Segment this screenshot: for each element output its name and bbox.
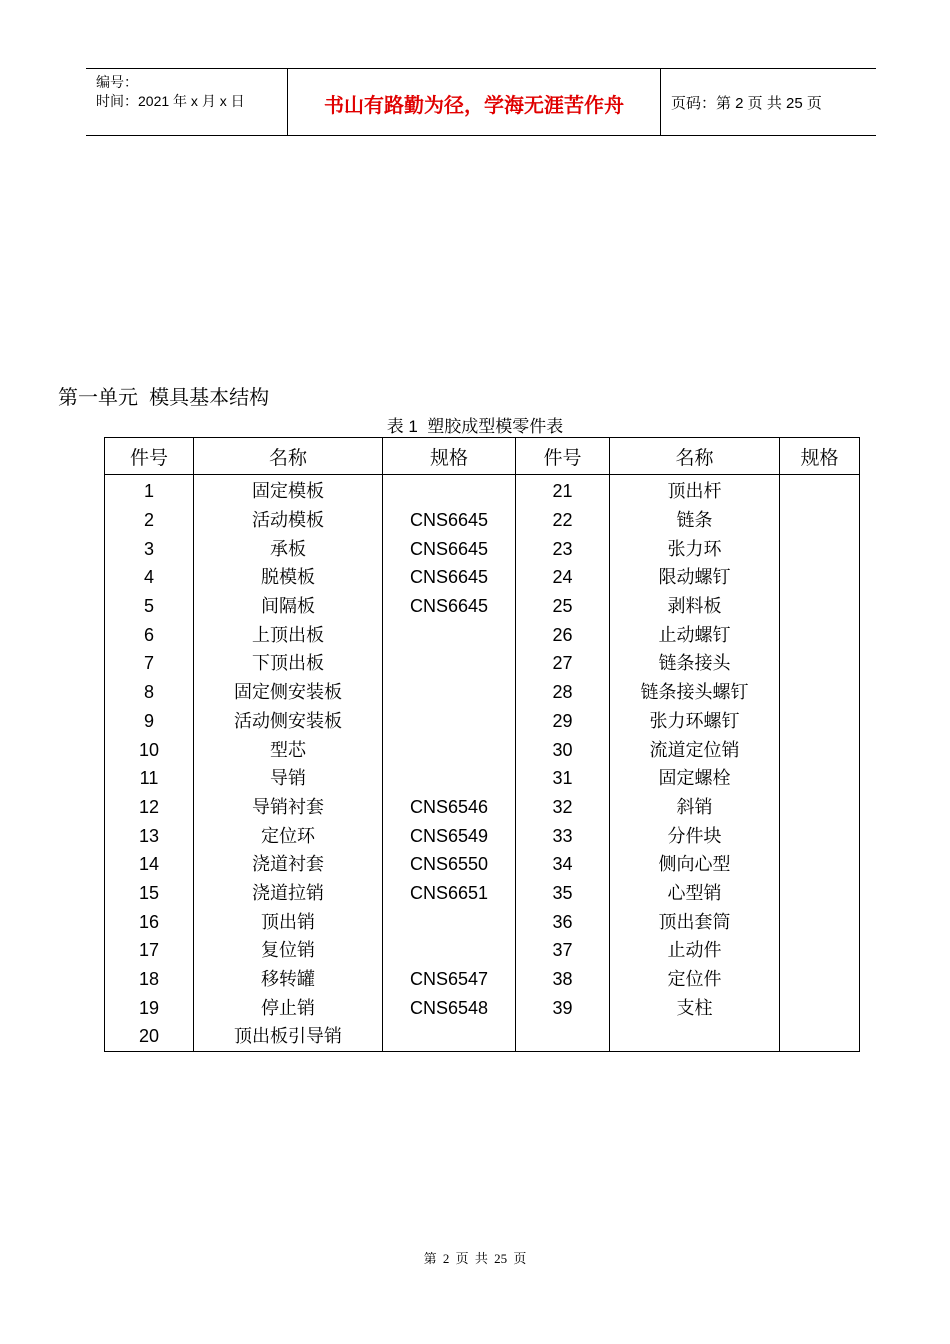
table-row (105, 506, 860, 535)
cell-part-no: 4 (105, 563, 194, 592)
cell-name: 停止销 (194, 993, 383, 1022)
cell-name: 心型销 (610, 879, 780, 908)
table-row (105, 1022, 860, 1051)
cell-part-no: 36 (516, 907, 610, 936)
serial-number-label: 编号： (96, 74, 138, 90)
cell-spec (780, 879, 860, 908)
cell-part-no: 20 (105, 1022, 194, 1051)
cell-name: 型芯 (194, 735, 383, 764)
cell-part-no: 34 (516, 850, 610, 879)
cell-spec (780, 793, 860, 822)
cell-part-no: 22 (516, 506, 610, 535)
cell-part-no: 30 (516, 735, 610, 764)
cell-spec (383, 649, 516, 678)
cell-spec (780, 821, 860, 850)
cell-part-no: 26 (516, 620, 610, 649)
cell-part-no: 39 (516, 993, 610, 1022)
cell-part-no: 6 (105, 620, 194, 649)
table-row (105, 620, 860, 649)
table-row (105, 793, 860, 822)
section-title: 第一单元 模具基本结构 (58, 387, 270, 409)
cell-part-no: 14 (105, 850, 194, 879)
header-meta (86, 69, 288, 135)
cell-spec: CNS6547 (383, 965, 516, 994)
table-row (105, 850, 860, 879)
cell-spec (780, 907, 860, 936)
cell-part-no: 27 (516, 649, 610, 678)
cell-spec (780, 735, 860, 764)
cell-name: 分件块 (610, 821, 780, 850)
cell-spec (780, 592, 860, 621)
cell-part-no: 24 (516, 563, 610, 592)
cell-name: 止动螺钉 (610, 620, 780, 649)
cell-part-no: 31 (516, 764, 610, 793)
cell-spec: CNS6549 (383, 821, 516, 850)
cell-spec (383, 475, 516, 506)
cell-spec (780, 620, 860, 649)
cell-spec (780, 678, 860, 707)
cell-part-no: 13 (105, 821, 194, 850)
cell-name: 间隔板 (194, 592, 383, 621)
cell-name: 限动螺钉 (610, 563, 780, 592)
date-label: 时间：2021 年 x 月 x 日 (96, 93, 245, 109)
cell-part-no: 5 (105, 592, 194, 621)
cell-part-no: 15 (105, 879, 194, 908)
cell-name: 活动模板 (194, 506, 383, 535)
cell-spec (383, 620, 516, 649)
cell-spec: CNS6645 (383, 506, 516, 535)
cell-name: 支柱 (610, 993, 780, 1022)
table-row (105, 993, 860, 1022)
cell-part-no: 9 (105, 707, 194, 736)
cell-part-no: 23 (516, 534, 610, 563)
column-header-name: 名称 (610, 438, 780, 475)
cell-name: 浇道衬套 (194, 850, 383, 879)
cell-spec (780, 1022, 860, 1051)
cell-spec (383, 707, 516, 736)
table-row (105, 821, 860, 850)
table-row (105, 475, 860, 506)
cell-spec (780, 534, 860, 563)
table-body (105, 475, 860, 1052)
cell-part-no: 3 (105, 534, 194, 563)
cell-part-no: 7 (105, 649, 194, 678)
cell-name (610, 1022, 780, 1051)
cell-part-no: 2 (105, 506, 194, 535)
cell-part-no: 33 (516, 821, 610, 850)
column-header-name: 名称 (194, 438, 383, 475)
header-page-number: 页码：第 2 页 共 25 页 (671, 94, 822, 112)
cell-part-no: 12 (105, 793, 194, 822)
cell-name: 固定模板 (194, 475, 383, 506)
cell-spec (780, 563, 860, 592)
cell-name: 顶出套筒 (610, 907, 780, 936)
cell-spec: CNS6645 (383, 534, 516, 563)
table-row (105, 707, 860, 736)
table-row (105, 735, 860, 764)
table-row (105, 907, 860, 936)
cell-name: 导销衬套 (194, 793, 383, 822)
cell-name: 张力环螺钉 (610, 707, 780, 736)
column-header-spec: 规格 (780, 438, 860, 475)
cell-spec (780, 475, 860, 506)
cell-spec: CNS6546 (383, 793, 516, 822)
cell-spec (780, 936, 860, 965)
cell-part-no: 17 (105, 936, 194, 965)
cell-part-no: 28 (516, 678, 610, 707)
cell-spec (383, 936, 516, 965)
cell-part-no: 1 (105, 475, 194, 506)
cell-part-no: 32 (516, 793, 610, 822)
table-header-row (105, 438, 860, 475)
table-row (105, 879, 860, 908)
table-row (105, 764, 860, 793)
cell-name: 复位销 (194, 936, 383, 965)
cell-spec: CNS6645 (383, 563, 516, 592)
table-row (105, 678, 860, 707)
cell-name: 导销 (194, 764, 383, 793)
cell-name: 下顶出板 (194, 649, 383, 678)
header-motto: 书山有路勤为径，学海无涯苦作舟 (288, 69, 661, 135)
cell-spec: CNS6645 (383, 592, 516, 621)
cell-name: 张力环 (610, 534, 780, 563)
cell-name: 浇道拉销 (194, 879, 383, 908)
cell-name: 斜销 (610, 793, 780, 822)
cell-part-no: 10 (105, 735, 194, 764)
cell-spec (383, 764, 516, 793)
cell-part-no: 11 (105, 764, 194, 793)
cell-spec (383, 678, 516, 707)
cell-name: 流道定位销 (610, 735, 780, 764)
cell-spec (780, 850, 860, 879)
cell-spec (780, 506, 860, 535)
cell-spec: CNS6651 (383, 879, 516, 908)
cell-part-no: 21 (516, 475, 610, 506)
cell-spec: CNS6550 (383, 850, 516, 879)
column-header-part-no: 件号 (105, 438, 194, 475)
cell-spec (383, 907, 516, 936)
cell-spec: CNS6548 (383, 993, 516, 1022)
column-header-part-no: 件号 (516, 438, 610, 475)
cell-part-no: 25 (516, 592, 610, 621)
cell-spec (383, 1022, 516, 1051)
table-row (105, 936, 860, 965)
cell-part-no: 38 (516, 965, 610, 994)
document-header (86, 68, 876, 136)
cell-name: 侧向心型 (610, 850, 780, 879)
table-row (105, 534, 860, 563)
cell-name: 顶出板引导销 (194, 1022, 383, 1051)
cell-name: 固定侧安装板 (194, 678, 383, 707)
cell-name: 链条接头螺钉 (610, 678, 780, 707)
cell-part-no (516, 1022, 610, 1051)
cell-name: 链条 (610, 506, 780, 535)
cell-spec (780, 764, 860, 793)
cell-name: 顶出杆 (610, 475, 780, 506)
cell-name: 定位环 (194, 821, 383, 850)
cell-spec (780, 707, 860, 736)
table-row (105, 965, 860, 994)
cell-name: 活动侧安装板 (194, 707, 383, 736)
cell-spec (383, 735, 516, 764)
cell-name: 固定螺栓 (610, 764, 780, 793)
cell-name: 脱模板 (194, 563, 383, 592)
table-caption: 表 1 塑胶成型模零件表 (386, 417, 564, 436)
column-header-spec: 规格 (383, 438, 516, 475)
cell-name: 链条接头 (610, 649, 780, 678)
cell-spec (780, 965, 860, 994)
cell-part-no: 16 (105, 907, 194, 936)
table-row (105, 649, 860, 678)
cell-part-no: 35 (516, 879, 610, 908)
cell-part-no: 8 (105, 678, 194, 707)
cell-name: 止动件 (610, 936, 780, 965)
cell-name: 移转罐 (194, 965, 383, 994)
footer-page-number: 第 2 页 共 25 页 (423, 1251, 527, 1266)
cell-name: 顶出销 (194, 907, 383, 936)
cell-spec (780, 993, 860, 1022)
table-row (105, 563, 860, 592)
cell-part-no: 37 (516, 936, 610, 965)
cell-name: 承板 (194, 534, 383, 563)
cell-name: 剥料板 (610, 592, 780, 621)
cell-name: 定位件 (610, 965, 780, 994)
parts-table (104, 437, 860, 1052)
cell-spec (780, 649, 860, 678)
cell-part-no: 19 (105, 993, 194, 1022)
table-row (105, 592, 860, 621)
cell-part-no: 18 (105, 965, 194, 994)
cell-part-no: 29 (516, 707, 610, 736)
cell-name: 上顶出板 (194, 620, 383, 649)
